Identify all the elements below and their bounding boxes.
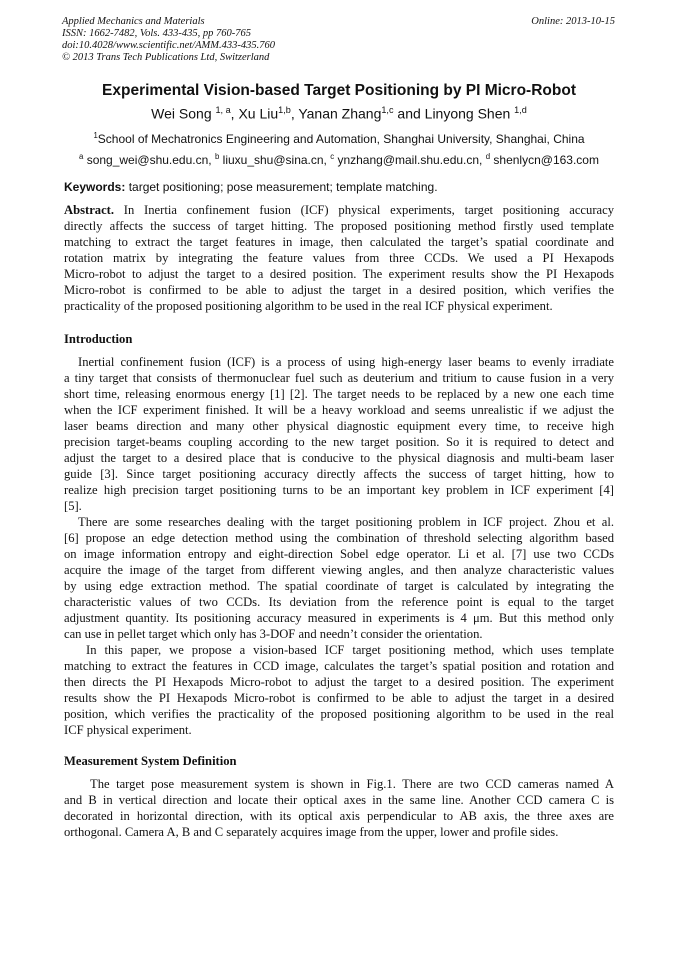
line-text: orthogonal. Camera A, B and C separately acquires image from the upper, lower and profile sides.: [64, 825, 559, 839]
intro-paragraph-1: [64, 354, 614, 514]
section-heading-introduction: Introduction: [64, 332, 133, 346]
affiliation: [0, 131, 678, 146]
line-text: In Inertia confinement fusion (ICF) physical experiments, target positioning accuracy: [114, 203, 614, 217]
text-line: [64, 218, 614, 234]
line-text: can use in pellet target which only has 3-DOF and needn’t consider the orientation.: [64, 627, 483, 641]
line-text: matching to extract the target features in image, then calculated the target’s spatial coordinate and: [64, 235, 614, 249]
text-line: [64, 578, 614, 594]
text-line: [64, 546, 614, 562]
line-text: acquire the image of the target from different viewing angles, and then analyze characteristic values: [64, 563, 614, 577]
line-text: adjust the target to a desired place that is conducive to the physical diagnosis and multi-beam laser: [64, 451, 614, 465]
author-sup: 1,c: [381, 105, 394, 115]
email-sup: d: [485, 152, 491, 161]
emails: [0, 152, 678, 167]
issn: ISSN: 1662-7482, Vols. 433-435, pp 760-765: [62, 28, 251, 39]
author-name: , Yanan Zhang: [290, 105, 382, 122]
keywords-text: target positioning; pose measurement; template matching.: [125, 180, 438, 194]
text-line: [64, 266, 614, 282]
email: shenlycn@163.com: [490, 153, 599, 167]
text-line: [64, 386, 614, 402]
text-line: [64, 626, 614, 642]
text-line: [64, 690, 614, 706]
text-line: [64, 466, 614, 482]
line-text: characteristic values of two CCDs. Its deviation from the reference point is equal to the target: [64, 595, 614, 609]
keywords-label: Keywords:: [64, 180, 126, 194]
text-line: [64, 562, 614, 578]
affiliation-text: School of Mechatronics Engineering and Automation, Shanghai University, Shanghai, China: [97, 132, 585, 146]
line-text: a tiny target that consists of thermonuclear fuel such as deuterium and tritium to cause fusion in a very: [64, 371, 614, 385]
author-sup: 1,d: [514, 105, 527, 115]
text-line: [64, 234, 614, 250]
text-line: [64, 402, 614, 418]
text-line: [64, 642, 614, 658]
line-text: laser beams direction and many other physical diagnostic equipment every time, to receive high: [64, 419, 614, 433]
text-line: [64, 824, 614, 840]
line-text: when the ICF experiment finished. It will be a heavy workload and seems unrealistic if we adjust the: [64, 403, 614, 417]
email-sup: c: [330, 152, 335, 161]
text-line: [64, 354, 614, 370]
text-line: [64, 250, 614, 266]
text-line: [64, 808, 614, 824]
line-text: ICF physical experiment.: [64, 723, 192, 737]
text-line: [64, 674, 614, 690]
line-text: guide [3]. Since target positioning accuracy directly affects the success of target hitting, how to: [64, 467, 614, 481]
text-line: [64, 298, 614, 314]
line-text: on image information entropy and eight-direction Sobel edge operator. Li et al. [7] use two CCDs: [64, 547, 614, 561]
email: liuxu_shu@sina.cn,: [219, 153, 331, 167]
text-line: [64, 530, 614, 546]
text-line: [64, 450, 614, 466]
measurement-paragraph: [64, 776, 614, 840]
line-text: realize high precision target positioning turns to be an important key problem in ICF experiment [4]: [64, 483, 614, 497]
line-text: directly affects the success of target hitting. The proposed positioning method firstly used template: [64, 219, 614, 233]
line-text: [5].: [64, 499, 82, 513]
email: song_wei@shu.edu.cn,: [83, 153, 215, 167]
text-line: [64, 658, 614, 674]
abstract: [64, 202, 614, 314]
line-text: [6] propose an edge detection method using the combination of threshold selecting algorithm based: [64, 531, 614, 545]
author-sup: 1, a: [215, 105, 231, 115]
text-line: [64, 776, 614, 792]
line-text: Micro-robot to adjust the target to a desired position. The experiment results show the PI Hexapods: [64, 267, 614, 281]
text-line: [64, 482, 614, 498]
text-line: [64, 498, 614, 514]
text-line: [64, 418, 614, 434]
line-text: precision target-beams coupling according to the new target position. So it is required to detect and: [64, 435, 614, 449]
authors: [0, 105, 678, 122]
line-text: Inertial confinement fusion (ICF) is a process of using high-energy laser beams to evenly irradiate: [78, 355, 614, 369]
text-line: [64, 610, 614, 626]
line-text: short time, releasing enormous energy [1] [2]. The target needs to be replaced by a new one each time: [64, 387, 614, 401]
text-line: [64, 792, 614, 808]
online-date: Online: 2013-10-15: [531, 16, 615, 27]
intro-paragraph-2: [64, 514, 614, 642]
author-name: and Linyong Shen: [393, 105, 515, 122]
text-line: [64, 282, 614, 298]
line-text: matching to extract the features in CCD image, calculates the target’s spatial position and rotation and: [64, 659, 614, 673]
line-text: position, which verifies the practicality of the proposed positioning algorithm to be used in the real: [64, 707, 614, 721]
author-name: Wei Song: [151, 105, 216, 122]
line-text: decorated in horizontal direction, with its optical axis perpendicular to AB axis, the three axes are: [64, 809, 614, 823]
email-sup: b: [214, 152, 220, 161]
copyright: © 2013 Trans Tech Publications Ltd, Switzerland: [62, 52, 270, 63]
line-text: by using edge extraction method. The spatial coordinate of target is calculated by integrating the: [64, 579, 614, 593]
paper-title: Experimental Vision-based Target Positioning by PI Micro-Robot: [102, 82, 576, 99]
author-name: , Xu Liu: [230, 105, 279, 122]
intro-paragraph-3: [64, 642, 614, 738]
email-sup: a: [79, 152, 84, 161]
line-text: and B in vertical direction and locate their optical axes in the same line. Another CCD camera C is: [64, 793, 614, 807]
text-line: [64, 434, 614, 450]
doi: doi:10.4028/www.scientific.net/AMM.433-435.760: [62, 40, 275, 51]
text-line: [64, 202, 614, 218]
line-text: then directs the PI Hexapods Micro-robot to adjust the target to a desired position. The experiment: [64, 675, 614, 689]
line-text: results show the PI Hexapods Micro-robot is confirmed to be able to adjust the target in a desired: [64, 691, 614, 705]
text-line: [64, 722, 614, 738]
line-text: practicality of the proposed positioning algorithm to be used in the real ICF physical experiment.: [64, 299, 553, 313]
journal-name: Applied Mechanics and Materials: [62, 16, 205, 27]
text-line: [64, 706, 614, 722]
keywords: [64, 180, 438, 194]
affiliation-sup: 1: [93, 131, 98, 140]
line-text: adjustment quantity. Its positioning accuracy measured in experiments is 4 μm. But this method only: [64, 611, 614, 625]
line-text: In this paper, we propose a vision-based ICF target positioning method, which uses template: [86, 643, 614, 657]
line-text: rotation matrix by integrating the feature values from three CCDs. We used a PI Hexapods: [64, 251, 614, 265]
line-text: Micro-robot is confirmed to be able to adjust the target in a desired position, which verifies the: [64, 283, 614, 297]
abstract-label: Abstract.: [64, 203, 115, 217]
email: ynzhang@mail.shu.edu.cn,: [334, 153, 486, 167]
author-sup: 1,b: [278, 105, 291, 115]
text-line: [64, 594, 614, 610]
text-line: [64, 514, 614, 530]
text-line: [64, 370, 614, 386]
section-heading-measurement: Measurement System Definition: [64, 754, 237, 768]
line-text: The target pose measurement system is shown in Fig.1. There are two CCD cameras named A: [90, 777, 614, 791]
line-text: There are some researches dealing with the target positioning problem in ICF project. Zhou et al.: [78, 515, 614, 529]
